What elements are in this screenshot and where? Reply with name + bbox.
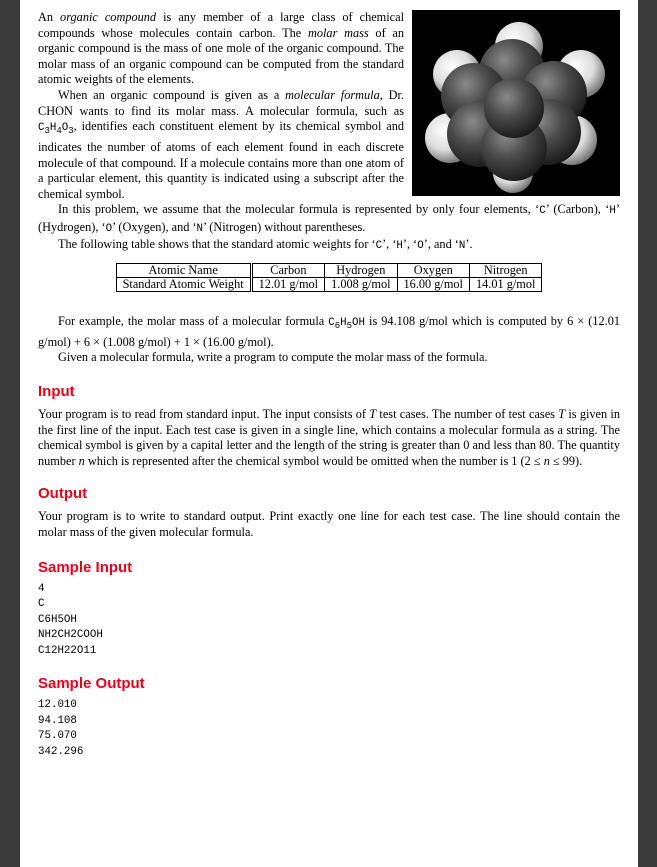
sample-input-line: NH2CH2COOH — [38, 629, 103, 642]
sample-input-heading: Sample Input — [38, 558, 133, 576]
table-cell: 16.00 g/mol — [397, 278, 469, 292]
atomic-weights-table — [116, 263, 543, 292]
sample-output-line: 75.070 — [38, 730, 77, 743]
problem-statement — [38, 10, 620, 760]
table-cell: Hydrogen — [325, 264, 397, 278]
task-paragraph: Given a molecular formula, write a program to compute the molar mass of the formula. — [58, 350, 488, 365]
input-description: Your program is to read from standard input. The input consists of T test cases. The number of test cases T is given in the first line of the input. Each test case is given in a single line, which contains a molecular formula as a string. The chemical symbol is given by a capital letter and the length of the string is greater than 0 and less than 80. The quantity number n which is represented after the chemical symbol would be omitted when the number is 1 (2 ≤ n ≤ 99). — [38, 407, 620, 468]
benzene-space-filling-model — [412, 10, 620, 196]
sample-output-heading: Sample Output — [38, 675, 145, 693]
table-cell: Oxygen — [397, 264, 469, 278]
example-paragraph: For example, the molar mass of a molecular formula $C_6H_5OH$ is 94.108 g/mol which is computed by 6 × (12.01 g/mol) + 6 × (1.008 g/mol) + 1 × (16.00 g/mol). — [38, 314, 620, 349]
output-description: Your program is to write to standard output. Print exactly one line for each test case. The line should contain the molar mass of the given molecular formula. — [38, 509, 620, 539]
document-page — [20, 0, 638, 867]
sample-output-line: 12.010 — [38, 699, 77, 712]
formula-c3h4o3: $C_3H_4O_3$ — [38, 122, 74, 137]
sample-input-line: C — [38, 598, 45, 611]
sample-input-line: C12H22O11 — [38, 644, 97, 657]
sample-output-line: 94.108 — [38, 714, 77, 727]
table-cell: Carbon — [251, 264, 324, 278]
table-cell: 1.008 g/mol — [325, 278, 397, 292]
sample-output-line: 342.296 — [38, 745, 84, 758]
output-heading: Output — [38, 485, 88, 503]
intro-paragraph-4: The following table shows that the standard atomic weights for ‘C’, ‘H’, ‘O’, and ‘N’. — [58, 237, 473, 253]
sample-output-block — [38, 698, 620, 760]
table-row — [116, 278, 542, 292]
table-cell: 14.01 g/mol — [469, 278, 541, 292]
sample-input-line: C6H5OH — [38, 613, 77, 626]
table-cell: Nitrogen — [469, 264, 541, 278]
formula-c6h5oh: $C_6H_5OH$ — [328, 317, 365, 332]
table-header-row — [116, 264, 542, 278]
sample-input-line: 4 — [38, 582, 45, 595]
table-cell: 12.01 g/mol — [251, 278, 324, 292]
table-cell: Atomic Name — [116, 264, 251, 278]
input-heading: Input — [38, 383, 75, 400]
intro-paragraph-2: When an organic compound is given as a molecular formula, Dr. CHON wants to find its molar mass. A molecular formula, such as $C_3H_4O_3$, identifies each constituent element by its chemical symbol and indicates the number of atoms of each element found in each discrete molecule of that compound. If a molecule contains more than one atom of a particular element, this quantity is indicated using a subscript after the chemical symbol. — [38, 87, 404, 201]
sample-input-block — [38, 582, 620, 660]
intro-paragraph-1: An organic compound is any member of a large class of chemical compounds whose molecules contain carbon. The molar mass of an organic compound is the mass of one mole of the organic compound. The molar mass of an organic compound can be computed from the standard atomic weights of the elements. — [38, 10, 404, 87]
benzene-molecule-image — [412, 10, 620, 196]
intro-paragraph-3: In this problem, we assume that the molecular formula is represented by only four elements, ‘C’ (Carbon), ‘H’ (Hydrogen), ‘O’ (Oxygen), and ‘N’ (Nitrogen) without parentheses. — [38, 202, 620, 235]
table-cell: Standard Atomic Weight — [116, 278, 251, 292]
